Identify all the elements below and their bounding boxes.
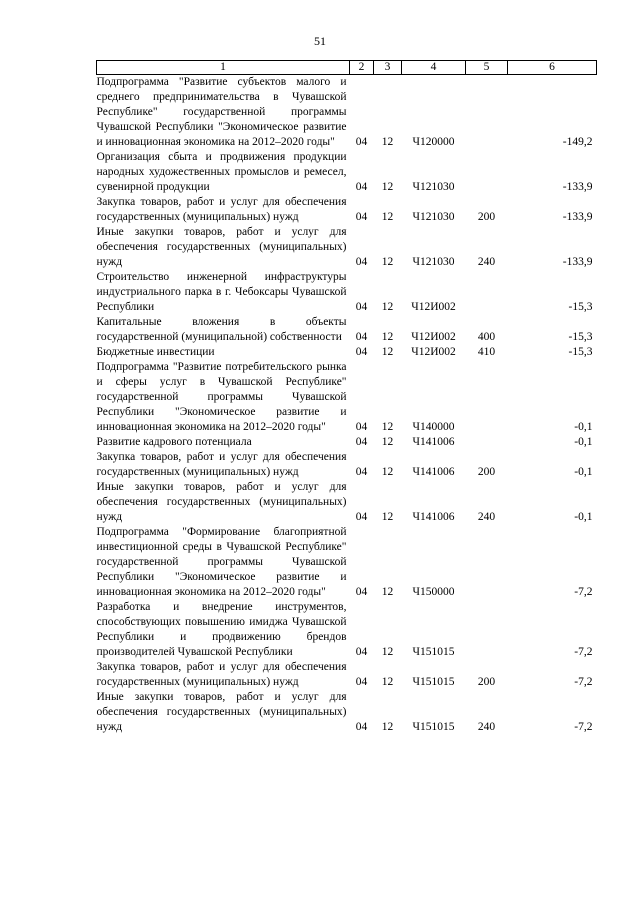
row-expense-type-code <box>466 150 508 195</box>
row-target-article-code: Ч120000 <box>412 136 455 148</box>
row-name: Иные закупки товаров, работ и услуг для обеспечения государственных (муниципальных) нужд <box>96 691 347 733</box>
row-name: Иные закупки товаров, работ и услуг для обеспечения государственных (муниципальных) нужд <box>96 481 347 523</box>
table-row <box>97 525 597 600</box>
row-target-article-code: Ч12И002 <box>411 346 456 358</box>
row-amount: -0,1 <box>574 466 593 478</box>
row-subsection-code: 12 <box>381 466 394 478</box>
row-subsection-code: 12 <box>381 346 394 358</box>
row-target-article-code: Ч121030 <box>412 211 455 223</box>
row-subsection-code: 12 <box>381 136 394 148</box>
header-row <box>97 61 597 75</box>
page-number: 51 <box>314 34 326 48</box>
row-target-article-code: Ч140000 <box>412 421 455 433</box>
row-section-code: 04 <box>355 646 368 658</box>
row-name: Закупка товаров, работ и услуг для обеспечения государственных (муниципальных) нужд <box>96 661 347 688</box>
row-name: Развитие кадрового потенциала <box>96 436 252 448</box>
row-subsection-code: 12 <box>381 421 394 433</box>
row-expense-type-code <box>466 435 508 450</box>
row-section-code: 04 <box>355 331 368 343</box>
row-subsection-code: 12 <box>381 586 394 598</box>
table-row <box>97 195 597 225</box>
row-name: Бюджетные инвестиции <box>96 346 215 358</box>
row-expense-type-code: 240 <box>477 256 496 268</box>
row-section-code: 04 <box>355 346 368 358</box>
table-row <box>97 600 597 660</box>
table-body <box>97 75 597 736</box>
row-target-article-code: Ч141006 <box>412 466 455 478</box>
row-subsection-code: 12 <box>381 646 394 658</box>
table-row <box>97 450 597 480</box>
table-row <box>97 345 597 360</box>
header-col-5: 5 <box>466 61 508 75</box>
row-expense-type-code <box>466 270 508 315</box>
table-row <box>97 435 597 450</box>
row-subsection-code: 12 <box>381 676 394 688</box>
row-subsection-code: 12 <box>381 256 394 268</box>
row-section-code: 04 <box>355 436 368 448</box>
row-expense-type-code: 200 <box>477 211 496 223</box>
row-section-code: 04 <box>355 211 368 223</box>
row-amount: -133,9 <box>562 181 593 193</box>
row-expense-type-code <box>466 360 508 435</box>
row-subsection-code: 12 <box>381 181 394 193</box>
row-section-code: 04 <box>355 136 368 148</box>
row-amount: -15,3 <box>568 346 593 358</box>
table-row <box>97 660 597 690</box>
row-target-article-code: Ч151015 <box>412 676 455 688</box>
row-subsection-code: 12 <box>381 211 394 223</box>
header-col-2: 2 <box>350 61 374 75</box>
row-subsection-code: 12 <box>381 511 394 523</box>
row-target-article-code: Ч121030 <box>412 256 455 268</box>
row-expense-type-code: 200 <box>477 466 496 478</box>
row-subsection-code: 12 <box>381 301 394 313</box>
row-amount: -0,1 <box>574 511 593 523</box>
row-name: Закупка товаров, работ и услуг для обеспечения государственных (муниципальных) нужд <box>96 196 347 223</box>
table-row <box>97 150 597 195</box>
row-subsection-code: 12 <box>381 721 394 733</box>
row-section-code: 04 <box>355 466 368 478</box>
row-name: Подпрограмма "Формирование благоприятной инвестиционной среды в Чувашской Республике" государственной программы Чувашской Республики "Экономическое развитие и инновационная экономика на 2012–2020 годы" <box>96 526 347 598</box>
row-section-code: 04 <box>355 421 368 433</box>
row-target-article-code: Ч141006 <box>412 511 455 523</box>
row-section-code: 04 <box>355 721 368 733</box>
row-target-article-code: Ч151015 <box>412 646 455 658</box>
row-amount: -133,9 <box>562 256 593 268</box>
row-subsection-code: 12 <box>381 331 394 343</box>
row-name: Строительство инженерной инфраструктуры индустриального парка в г. Чебоксары Чувашской Республики <box>96 271 347 313</box>
row-amount: -7,2 <box>574 721 593 733</box>
row-name: Подпрограмма "Развитие субъектов малого и среднего предпринимательства в Чувашской Республике" государственной программы Чувашской Республики "Экономическое развитие и инновационная экономика на 2012–2020 годы" <box>96 76 347 148</box>
table-row <box>97 315 597 345</box>
row-name: Организация сбыта и продвижения продукции народных художественных промыслов и ремесел, сувенирной продукции <box>96 151 347 193</box>
header-col-4: 4 <box>402 61 466 75</box>
row-section-code: 04 <box>355 676 368 688</box>
row-name: Разработка и внедрение инструментов, способствующих повышению имиджа Чувашской Республики и продвижению брендов производителей Чувашской Республики <box>96 601 347 658</box>
table-row <box>97 270 597 315</box>
row-amount: -15,3 <box>568 331 593 343</box>
row-target-article-code: Ч121030 <box>412 181 455 193</box>
row-section-code: 04 <box>355 301 368 313</box>
budget-table <box>96 60 597 735</box>
row-amount: -133,9 <box>562 211 593 223</box>
row-target-article-code: Ч12И002 <box>411 331 456 343</box>
table-row <box>97 360 597 435</box>
table-header <box>97 61 597 75</box>
row-expense-type-code <box>466 525 508 600</box>
table-row <box>97 480 597 525</box>
row-target-article-code: Ч12И002 <box>411 301 456 313</box>
row-section-code: 04 <box>355 256 368 268</box>
row-expense-type-code: 400 <box>477 331 496 343</box>
header-col-6: 6 <box>508 61 597 75</box>
row-amount: -0,1 <box>574 421 593 433</box>
row-subsection-code: 12 <box>381 436 394 448</box>
row-amount: -7,2 <box>574 646 593 658</box>
row-expense-type-code <box>466 75 508 151</box>
row-target-article-code: Ч151015 <box>412 721 455 733</box>
row-expense-type-code: 410 <box>477 346 496 358</box>
row-section-code: 04 <box>355 511 368 523</box>
row-amount: -7,2 <box>574 676 593 688</box>
header-col-3: 3 <box>374 61 402 75</box>
row-expense-type-code <box>466 600 508 660</box>
row-amount: -15,3 <box>568 301 593 313</box>
row-target-article-code: Ч150000 <box>412 586 455 598</box>
row-section-code: 04 <box>355 181 368 193</box>
row-name: Капитальные вложения в объекты государственной (муниципальной) собственности <box>96 316 347 343</box>
row-name: Закупка товаров, работ и услуг для обеспечения государственных (муниципальных) нужд <box>96 451 347 478</box>
row-expense-type-code: 240 <box>477 511 496 523</box>
table-row <box>97 225 597 270</box>
row-name: Иные закупки товаров, работ и услуг для обеспечения государственных (муниципальных) нужд <box>96 226 347 268</box>
table-row <box>97 75 597 151</box>
row-amount: -0,1 <box>574 436 593 448</box>
row-expense-type-code: 240 <box>477 721 496 733</box>
row-section-code: 04 <box>355 586 368 598</box>
table-row <box>97 690 597 735</box>
header-col-1: 1 <box>97 61 350 75</box>
row-target-article-code: Ч141006 <box>412 436 455 448</box>
row-name: Подпрограмма "Развитие потребительского рынка и сферы услуг в Чувашской Республике" государственной программы Чувашской Республики "Экономическое развитие и инновационная экономика на 2012–2020 годы" <box>96 361 347 433</box>
row-amount: -149,2 <box>562 136 593 148</box>
row-expense-type-code: 200 <box>477 676 496 688</box>
row-amount: -7,2 <box>574 586 593 598</box>
